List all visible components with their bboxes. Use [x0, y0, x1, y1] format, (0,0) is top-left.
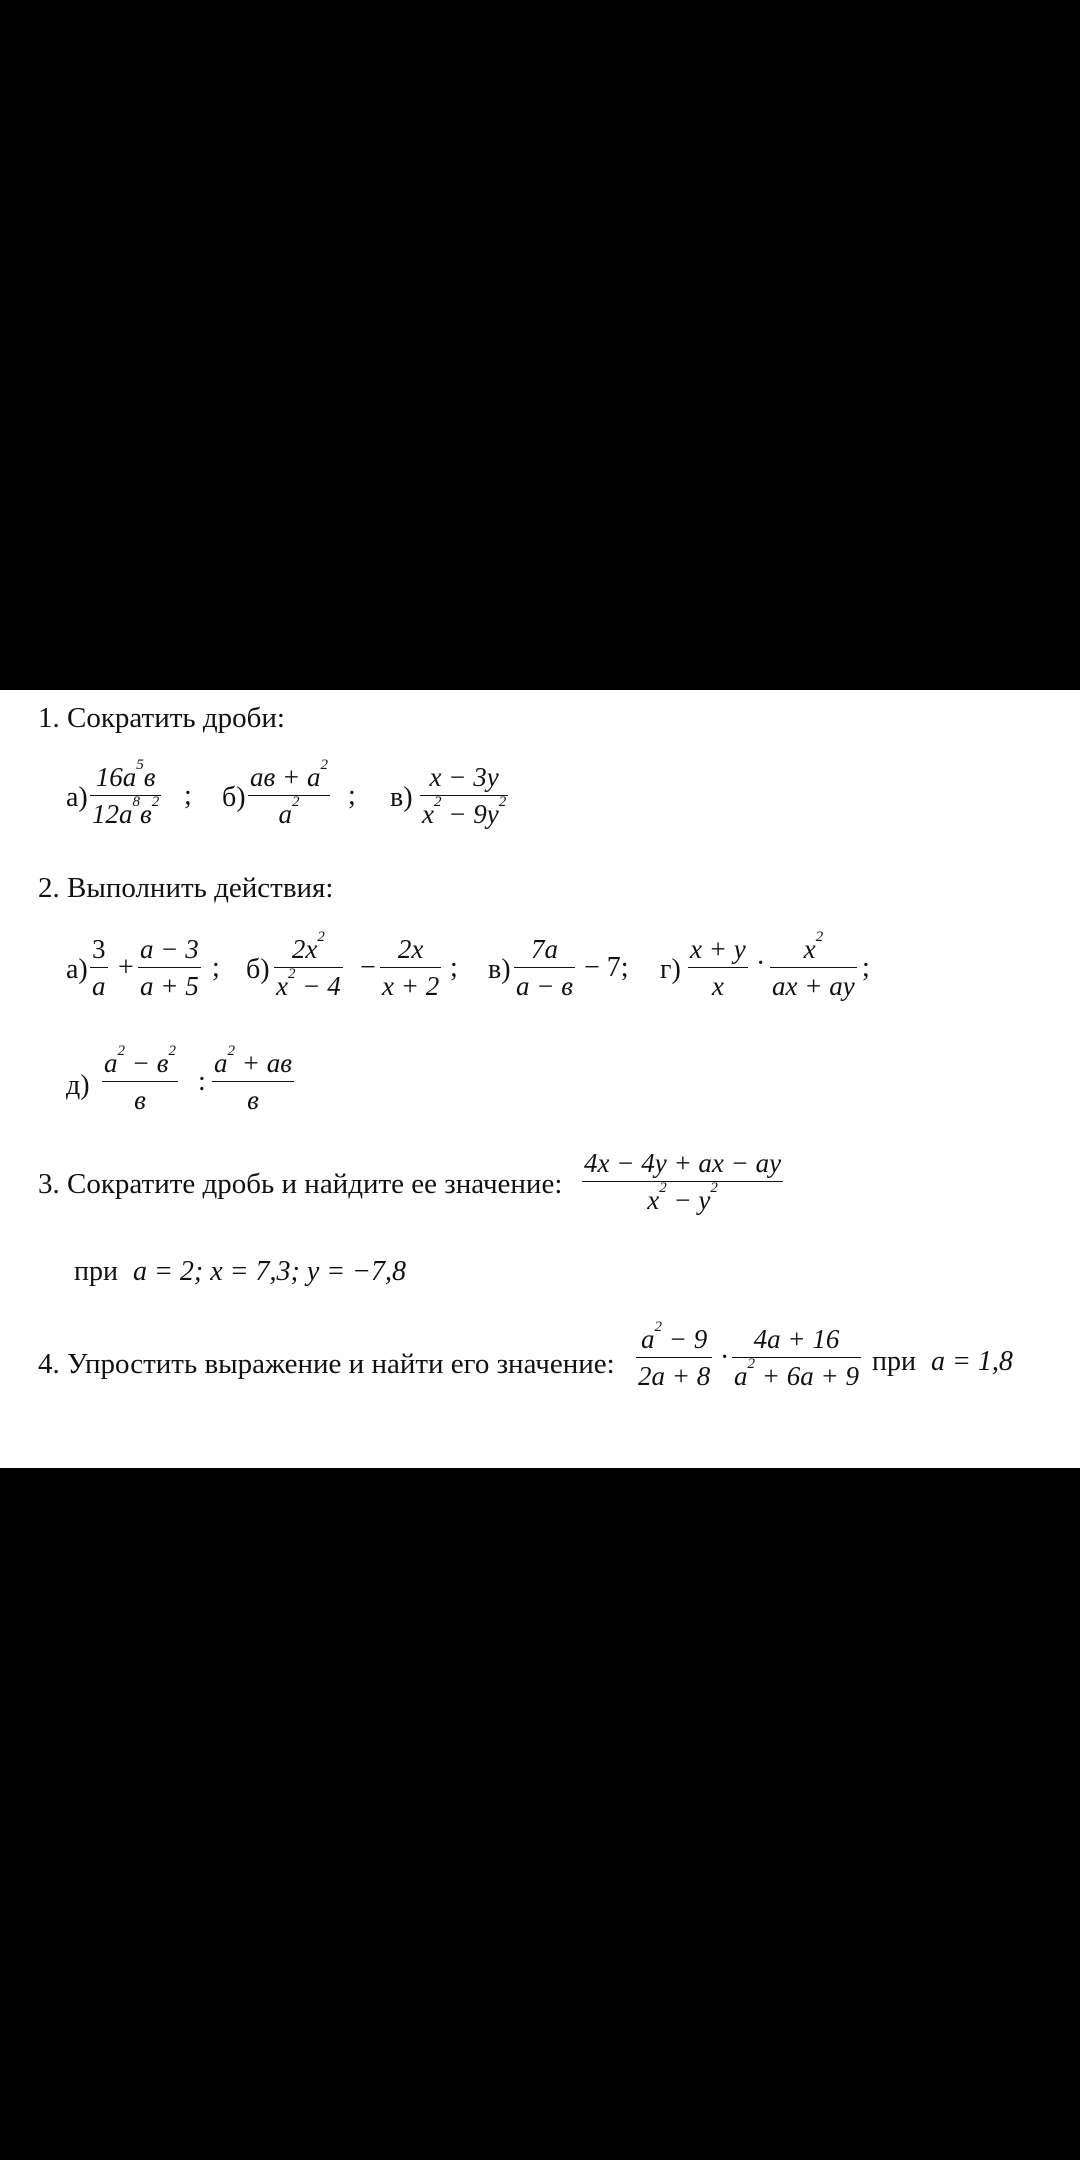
task-1a-fraction — [90, 757, 161, 829]
minus-sign: − — [360, 952, 376, 983]
task-3-condition — [74, 1256, 406, 1288]
plus-sign: + — [118, 952, 134, 983]
task-2a-label: а) — [66, 954, 88, 985]
task-1c-label: в) — [390, 782, 413, 813]
task-4-fraction-1: $\frac{a^2 - 9}{2a + 8}$ — [638, 1319, 711, 1391]
task-2b-label: б) — [246, 954, 270, 985]
task-2c-fraction: 7a a − в — [516, 934, 573, 1001]
task-2d-label: г) — [660, 954, 681, 985]
task-1b-denominator: $а^2$ — [278, 794, 300, 829]
task-1a-numerator: $16a^5в$ — [90, 764, 161, 796]
task-4-condition — [872, 1346, 1013, 1378]
separator: ; — [450, 952, 458, 983]
task-1a-denominator: $12a^8в^2$ — [92, 794, 160, 829]
task-2e-label: д) — [66, 1070, 90, 1101]
task-2e-fraction-2: $a^2$ + ав в — [214, 1043, 292, 1115]
task-3-numerator: 4x − 4y + ax − ay — [582, 1150, 783, 1182]
task-4-condition-value: a = 1,8 — [930, 1346, 1013, 1377]
task-2a-fraction-2: $\frac{a - 3}{a + 5}$ — [140, 934, 199, 1001]
task-1b-label: б) — [222, 782, 246, 813]
task-2d-fraction-1: $\frac{x + y}{x}$ — [690, 934, 746, 1001]
task-2b-fraction-1: $\frac{2x^2}{x^2 - 4}$ — [276, 929, 341, 1001]
divide-sign: : — [198, 1066, 206, 1097]
task-1c-numerator: x − 3y — [420, 764, 508, 796]
task-3-condition-word: при — [74, 1256, 118, 1287]
worksheet — [0, 690, 1080, 1468]
multiply-dot: · — [756, 948, 766, 979]
task-3-condition-values: a = 2; x = 7,3; y = −7,8 — [132, 1256, 407, 1287]
task-3-heading: 3. Сократите дробь и найдите ее значение: — [38, 1168, 563, 1200]
task-4-condition-word: при — [872, 1346, 916, 1377]
task-2b-fraction-2: $\frac{2x}{x + 2}$ — [382, 934, 440, 1001]
multiply-dot: · — [720, 1342, 730, 1373]
separator: ; — [862, 952, 870, 983]
task-4-heading: 4. Упростить выражение и найти его значение: — [38, 1348, 615, 1380]
separator: ; — [348, 780, 356, 811]
task-2e-fraction-1: $a^2 - в^2$ в — [104, 1043, 176, 1115]
task-3-fraction — [582, 1150, 783, 1214]
expression-text-store — [0, 1450, 1080, 1451]
task-1a-label: а) — [66, 782, 88, 813]
task-1b-fraction — [248, 757, 330, 829]
task-2c-label: в) — [488, 954, 511, 985]
task-2a-fraction-1: $\frac{3}{a}$ — [92, 934, 106, 1001]
task-2c-tail: − 7; — [584, 952, 629, 983]
task-1b-numerator: ав + $а^2$ — [248, 764, 330, 796]
task-3-denominator: $x^2 - y^2$ — [647, 1180, 718, 1215]
task-4-fraction-2: $\frac{4a + 16}{a^2 + 6a + 9}$ — [734, 1324, 859, 1391]
task-1c-denominator: $x^2 - 9y^2$ — [422, 794, 507, 829]
task-1c-fraction — [420, 764, 508, 828]
separator: ; — [212, 952, 220, 983]
task-2d-fraction-2: $\frac{x^2}{ax + ay}$ — [772, 929, 855, 1001]
task-2-heading: 2. Выполнить действия: — [38, 872, 334, 904]
separator: ; — [184, 780, 192, 811]
task-1-heading: 1. Сократить дроби: — [38, 702, 285, 734]
